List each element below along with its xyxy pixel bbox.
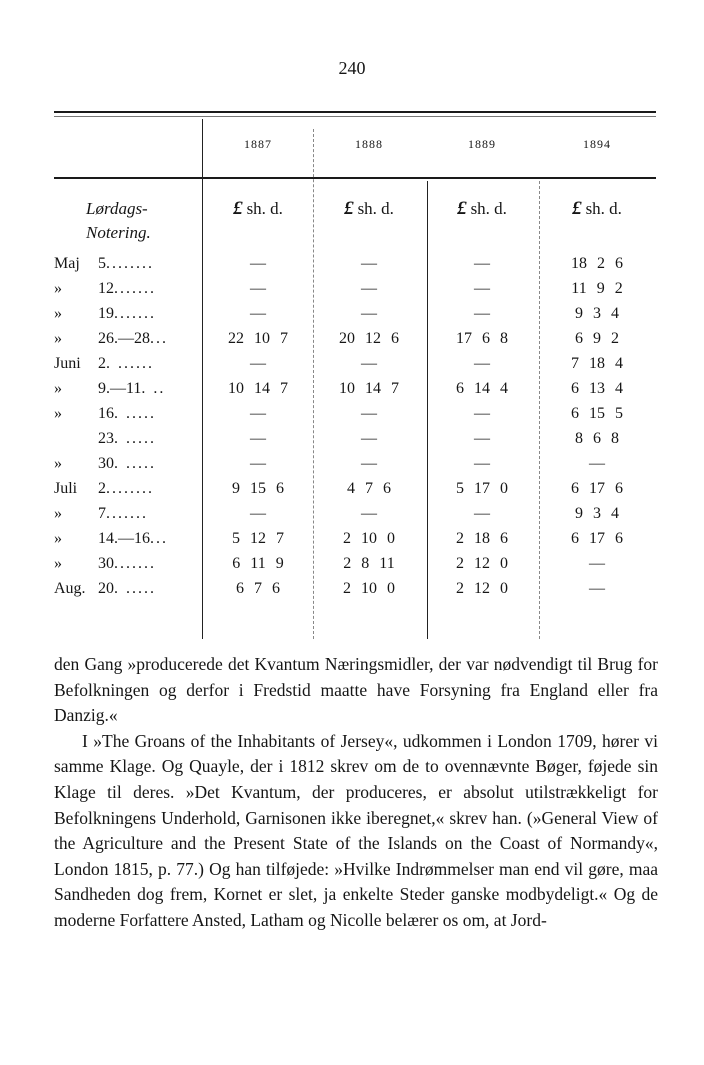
cell-1894: 18 2 6 <box>571 255 623 272</box>
cell-1887: 6 7 6 <box>236 580 280 597</box>
pound-sign: £ <box>233 198 243 219</box>
row-month: » <box>54 405 62 422</box>
row-month: » <box>54 505 62 522</box>
table-header-rule <box>54 177 656 179</box>
unit-header-1889 <box>426 198 538 220</box>
cell-1894: 6 17 6 <box>571 530 623 547</box>
row-label <box>54 530 202 548</box>
table-row <box>54 530 656 553</box>
year-header-1887: 1887 <box>244 137 272 151</box>
cell-1889: — <box>474 455 490 472</box>
row-dots: . .. <box>141 380 166 397</box>
row-day: 7 <box>98 505 106 522</box>
cell-1894: 9 3 4 <box>575 305 619 322</box>
cell-1888: 20 12 6 <box>339 330 399 347</box>
cell-1887: — <box>250 255 266 272</box>
page-number: 240 <box>338 58 366 78</box>
cell-1894: 11 9 2 <box>571 280 623 297</box>
cell-1888: — <box>361 455 377 472</box>
cell-1889: — <box>474 405 490 422</box>
paragraph-continuation: den Gang »producerede det Kvantum Næringsmidler, der var nødvendigt til Brug for Befolkningen og derfor i Fredstid maatte have Forsyning fra England eller fra Danzig.« <box>54 654 658 726</box>
unit-header-1887 <box>204 198 312 220</box>
row-dots: ... <box>150 330 168 347</box>
cell-1889: 2 18 6 <box>456 530 508 547</box>
cell-1887: 9 15 6 <box>232 480 284 497</box>
row-label <box>54 330 202 348</box>
row-day: 26.—28 <box>98 330 150 347</box>
pound-sign: £ <box>344 198 354 219</box>
row-dots: . ..... <box>114 430 156 447</box>
row-day: 30 <box>98 555 114 572</box>
cell-1888: — <box>361 430 377 447</box>
row-month: » <box>54 380 62 397</box>
row-day: 19 <box>98 305 114 322</box>
table-row <box>54 480 656 503</box>
cell-1894: 6 15 5 <box>571 405 623 422</box>
table-row <box>54 430 656 453</box>
cell-1887: — <box>250 405 266 422</box>
cell-1887: — <box>250 455 266 472</box>
body-text <box>54 652 658 934</box>
row-month: Juli <box>54 480 78 497</box>
cell-1887: — <box>250 280 266 297</box>
year-header-1894: 1894 <box>583 137 611 151</box>
row-month: Aug. <box>54 580 86 597</box>
row-month: » <box>54 455 62 472</box>
table-row <box>54 305 656 328</box>
row-month: » <box>54 280 62 297</box>
row-dots: ....... <box>114 305 156 322</box>
year-header-1889: 1889 <box>468 137 496 151</box>
cell-1887: 10 14 7 <box>228 380 288 397</box>
cell-1888: — <box>361 505 377 522</box>
table-row <box>54 455 656 478</box>
year-header-1888: 1888 <box>355 137 383 151</box>
cell-1889: 17 6 8 <box>456 330 508 347</box>
cell-1888: — <box>361 280 377 297</box>
cell-1889: — <box>474 255 490 272</box>
cell-1887: — <box>250 430 266 447</box>
row-label <box>54 305 202 323</box>
row-label <box>54 355 202 373</box>
row-label <box>54 405 202 423</box>
row-label <box>54 255 202 273</box>
cell-1888: — <box>361 405 377 422</box>
table-row <box>54 505 656 528</box>
row-day: 5 <box>98 255 106 272</box>
row-day: 30 <box>98 455 114 472</box>
cell-1894: — <box>589 555 605 572</box>
unit-label: sh. d. <box>357 199 394 218</box>
cell-1894: 6 17 6 <box>571 480 623 497</box>
cell-1887: 22 10 7 <box>228 330 288 347</box>
row-day: 2 <box>98 480 106 497</box>
cell-1889: 6 14 4 <box>456 380 508 397</box>
table-row <box>54 555 656 578</box>
table-top-rule <box>54 111 656 113</box>
unit-label: sh. d. <box>470 199 507 218</box>
row-dots: ... <box>150 530 168 547</box>
table-row <box>54 255 656 278</box>
pound-sign: £ <box>572 198 582 219</box>
table-row <box>54 580 656 603</box>
unit-header-1894 <box>538 198 656 220</box>
cell-1888: 2 10 0 <box>343 530 395 547</box>
row-dots: ....... <box>106 505 148 522</box>
cell-1887: — <box>250 305 266 322</box>
row-label <box>54 480 202 498</box>
row-month: Juni <box>54 355 81 372</box>
cell-1889: — <box>474 305 490 322</box>
cell-1894: — <box>589 580 605 597</box>
paragraph: I »The Groans of the Inhabitants of Jersey«, udkommen i London 1709, hører vi samme Klage. Og Quayle, der i 1812 skrev om de to ovennævnte Bøger, føjede sin Klage til deres. »Det Kvantum, der produceres, er absolut utilstrækkeligt for Befolkningens Underhold, Garnisonen ikke iberegnet,« skrev han. (»General View of the Agriculture and the Present State of the Islands on the Coast of Normandy«, London 1815, p. 77.) Og han tilføjede: »Hvilke Indrømmelser man end vil gøre, maa Sandheden dog frem, Kornet er slet, ja enkelte Steder ganske modbydeligt.« Og de moderne Forfattere Ansted, Latham og Nicolle belærer os om, at Jord- <box>54 730 658 930</box>
table-row <box>54 380 656 403</box>
cell-1894: — <box>589 455 605 472</box>
cell-1888: 2 10 0 <box>343 580 395 597</box>
table-row <box>54 405 656 428</box>
cell-1888: — <box>361 355 377 372</box>
cell-1894: 8 6 8 <box>575 430 619 447</box>
cell-1894: 6 9 2 <box>575 330 619 347</box>
table-row <box>54 355 656 378</box>
unit-label: sh. d. <box>585 199 622 218</box>
row-day: 2 <box>98 355 106 372</box>
cell-1888: 2 8 11 <box>343 555 395 572</box>
row-month: » <box>54 305 62 322</box>
row-month: » <box>54 330 62 347</box>
cell-1888: 4 7 6 <box>347 480 391 497</box>
cell-1894: 6 13 4 <box>571 380 623 397</box>
row-dots: . ..... <box>114 455 156 472</box>
cell-1888: 10 14 7 <box>339 380 399 397</box>
table-row <box>54 280 656 303</box>
row-month: » <box>54 555 62 572</box>
row-dots: . ..... <box>114 405 156 422</box>
table-row <box>54 330 656 353</box>
row-day: 9.—11 <box>98 380 142 397</box>
cell-1889: 2 12 0 <box>456 580 508 597</box>
cell-1889: — <box>474 505 490 522</box>
cell-1889: 5 17 0 <box>456 480 508 497</box>
cell-1887: 6 11 9 <box>232 555 284 572</box>
cell-1887: — <box>250 505 266 522</box>
cell-1894: 9 3 4 <box>575 505 619 522</box>
row-dots: ........ <box>106 480 154 497</box>
row-dots: ....... <box>114 280 156 297</box>
row-header-line2: Notering. <box>86 223 151 242</box>
row-label <box>54 555 202 573</box>
row-label <box>54 280 202 298</box>
cell-1888: — <box>361 255 377 272</box>
row-label <box>54 430 202 448</box>
cell-1894: 7 18 4 <box>571 355 623 372</box>
cell-1889: — <box>474 430 490 447</box>
row-month: Maj <box>54 255 80 272</box>
row-header-line1: Lørdags- <box>86 199 148 218</box>
row-label <box>54 505 202 523</box>
row-header <box>86 197 151 245</box>
cell-1887: 5 12 7 <box>232 530 284 547</box>
row-day: 12 <box>98 280 114 297</box>
row-label <box>54 380 202 398</box>
cell-1889: 2 12 0 <box>456 555 508 572</box>
pound-sign: £ <box>457 198 467 219</box>
unit-header-1888 <box>312 198 426 220</box>
row-dots: . ...... <box>106 355 154 372</box>
row-label <box>54 580 202 598</box>
row-dots: . ..... <box>114 580 156 597</box>
row-label <box>54 455 202 473</box>
cell-1889: — <box>474 280 490 297</box>
table-top-rule-thin <box>54 116 656 117</box>
row-day: 14.—16 <box>98 530 150 547</box>
unit-label: sh. d. <box>246 199 283 218</box>
row-day: 20 <box>98 580 114 597</box>
cell-1888: — <box>361 305 377 322</box>
cell-1889: — <box>474 355 490 372</box>
row-day: 16 <box>98 405 114 422</box>
row-day: 23 <box>98 430 114 447</box>
row-month: » <box>54 530 62 547</box>
row-dots: ....... <box>114 555 156 572</box>
row-dots: ........ <box>106 255 154 272</box>
cell-1887: — <box>250 355 266 372</box>
